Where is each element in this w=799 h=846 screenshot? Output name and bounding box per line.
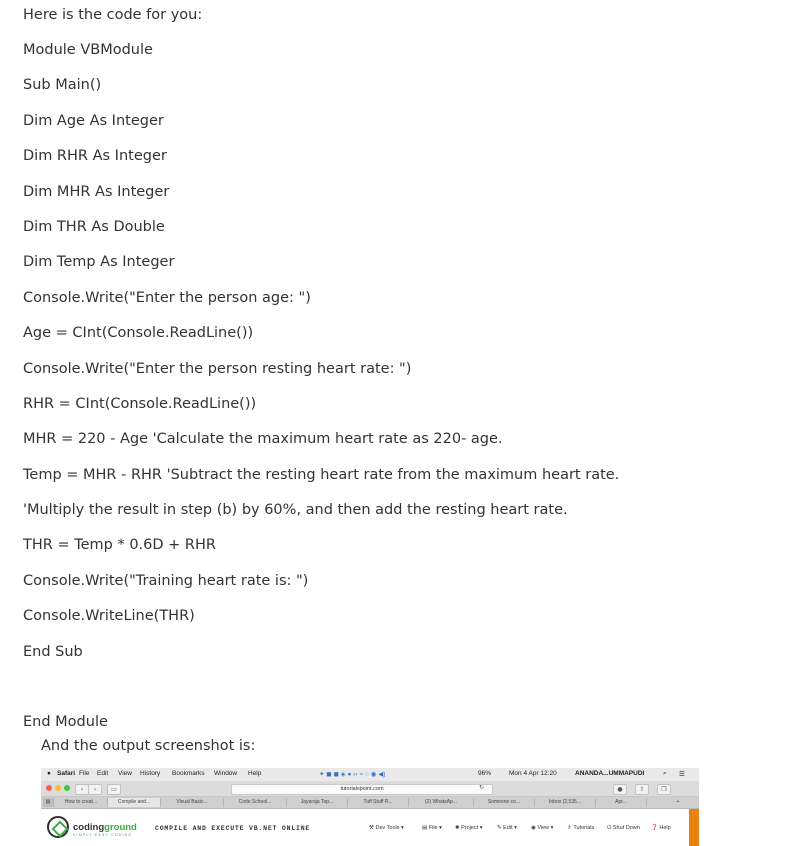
new-tab-icon: + [676,799,680,805]
menu-file: ▤ File ▾ [422,825,442,831]
code-line: Dim RHR As Integer [23,148,167,164]
code-line: Console.Write("Enter the person resting heart rate: ") [23,361,412,377]
menubar-item: Help [248,770,262,777]
browser-tab: Tuff Stuff R... [348,798,409,807]
orange-side-strip [689,809,699,846]
forward-button: › [88,784,102,795]
user-name: ANANDA...UMMAPUDI [575,770,645,777]
menu-dev-tools: ⚒ Dev Tools ▾ [369,825,404,831]
browser-tab: Apr... [596,798,647,807]
menubar-item: File [79,770,90,777]
info-button: ● [613,784,627,795]
code-line: THR = Temp * 0.6D + RHR [23,537,216,553]
codingground-logo-icon [47,816,69,838]
code-line: Sub Main() [23,77,102,93]
reload-icon: ↻ [479,784,485,791]
code-line: Temp = MHR - RHR 'Subtract the resting heart rate from the maximum heart rate. [23,467,620,483]
browser-tab: (2) WhatsAp... [409,798,474,807]
apple-logo-icon: ● [47,770,51,777]
screenshot-caption: And the output screenshot is: [41,738,256,754]
datetime-text: Mon 4 Apr 12:20 [509,770,557,777]
search-icon: ⌕ [663,770,667,777]
browser-tab: Visual Basic... [161,798,224,807]
code-line: 'Multiply the result in step (b) by 60%, and then add the resting heart rate. [23,502,568,518]
address-bar [231,784,493,795]
tabs-button: ❐ [657,784,671,795]
bookmark-icon: ▤ [43,798,54,807]
code-line: RHR = CInt(Console.ReadLine()) [23,396,257,412]
battery-text: 96% [478,770,492,777]
back-button: ‹ [75,784,89,795]
browser-tab: Code School... [224,798,287,807]
mac-menubar [41,768,699,781]
menubar-item: Safari [57,770,76,777]
status-icons: ✦ ◼ ◼ ◈ ● ‹› ⌁ ◌ ◉ ◀︎) [319,771,386,778]
code-line: MHR = 220 - Age 'Calculate the maximum heart rate as 220- age. [23,431,503,447]
site-header [41,809,699,846]
browser-tab: Compile and... [108,798,161,807]
code-line: Module VBModule [23,42,153,58]
site-tagline: COMPILE AND EXECUTE VB.NET ONLINE [155,825,311,832]
code-line: Age = CInt(Console.ReadLine()) [23,325,254,341]
browser-toolbar [41,781,699,797]
browser-tab: How to creat... [55,798,108,807]
code-line: End Module [23,714,108,730]
browser-tab: Jayaraja Top... [287,798,348,807]
menubar-item: Edit [97,770,109,777]
menu-project: ✺ Project ▾ [455,825,483,831]
url-text: tutorialspoint.com [340,786,384,792]
close-window-button [46,785,52,791]
menubar-item: View [118,770,132,777]
intro-text: Here is the code for you: [23,7,203,23]
code-line: Console.Write("Enter the person age: ") [23,290,311,306]
zoom-window-button [64,785,70,791]
share-button: ⇧ [635,784,649,795]
code-line: End Sub [23,644,83,660]
menu-help: ❓ Help [651,825,671,831]
output-screenshot [41,768,699,846]
code-line: Dim Temp As Integer [23,254,175,270]
menubar-item: Bookmarks [172,770,205,777]
menu-view: ◉ View ▾ [531,825,554,831]
code-line: Console.Write("Training heart rate is: ") [23,573,309,589]
menubar-item: Window [214,770,238,777]
code-line: Dim THR As Double [23,219,165,235]
browser-tab: Inbox (2,535... [535,798,596,807]
menu-edit: ✎ Edit ▾ [497,825,517,831]
brand-name: codingground [73,822,137,833]
menubar-item: History [140,770,161,777]
browser-tab: Someone co... [474,798,535,807]
menu-tutorials: ♗ Tutorials [567,825,595,831]
code-line: Dim MHR As Integer [23,184,170,200]
menu-shut-down: ⏻ Shut Down [607,825,640,831]
minimize-window-button [55,785,61,791]
brand-subtitle: SIMPLY EASY CODING [73,833,133,837]
browser-tab-bar [41,797,699,809]
sidebar-toggle-button: ▭ [107,784,121,795]
code-line: Dim Age As Integer [23,113,164,129]
code-line: Console.WriteLine(THR) [23,608,195,624]
list-icon: ☰ [679,771,685,778]
